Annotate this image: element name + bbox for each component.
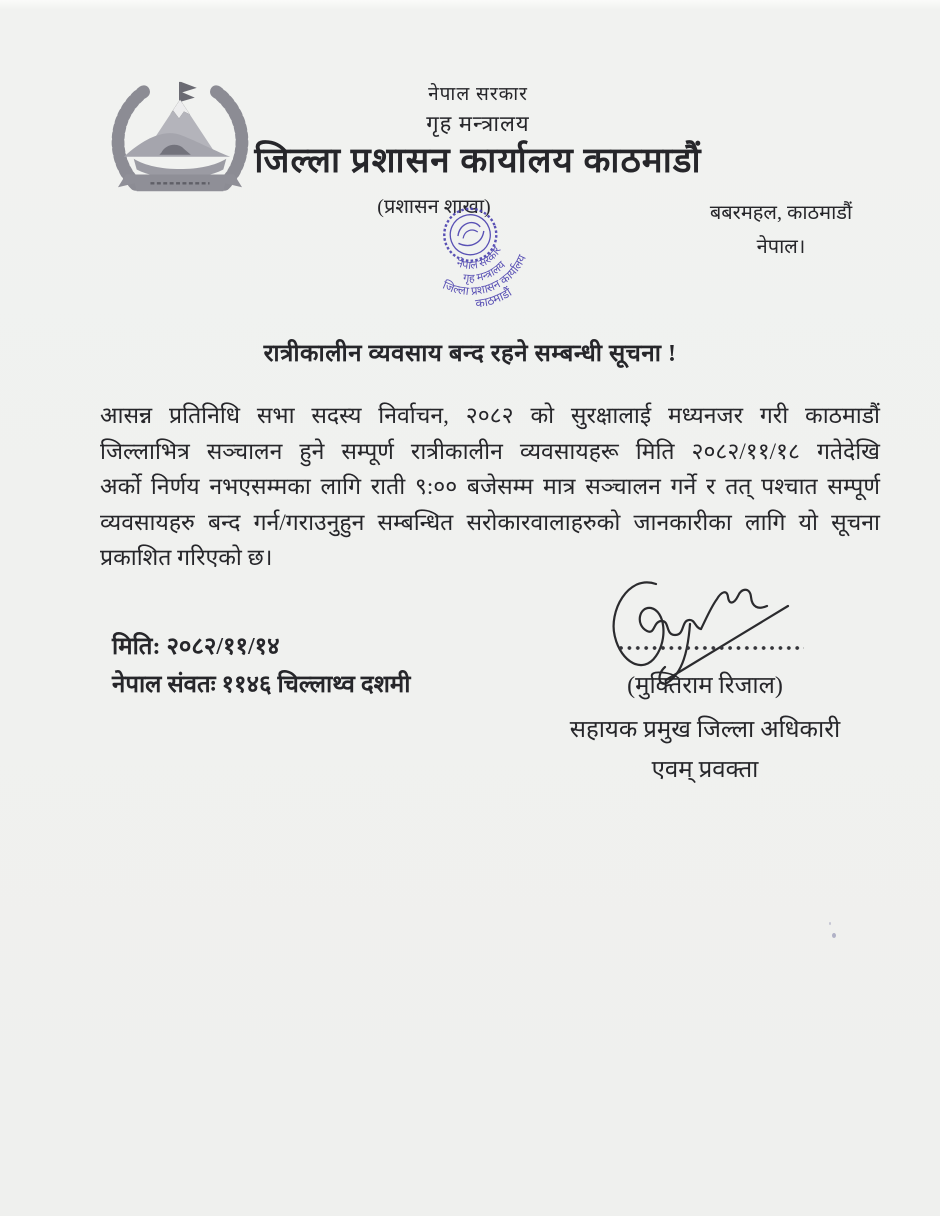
branch-name: (प्रशासन शाखा) (377, 196, 491, 218)
body-line: आसन्न प्रतिनिधि सभा सदस्य निर्वाचन, २०८२ को सुरक्षालाई मध्यनजर गरी काठमाडौं (100, 403, 880, 428)
body-line: अर्को निर्णय नभएसम्मका लागि राती ९:०० बजेसम्म मात्र सञ्चालन गर्ने र तत् पश्चात सम्पूर्ण (100, 474, 880, 499)
body-line: जिल्लाभित्र सञ्चालन हुने सम्पूर्ण रात्रीकालीन व्यवसायहरू मिति २०८२/११/१८ गतेदेखि (100, 438, 880, 464)
body-line: व्यवसायहरु बन्द गर्न/गराउनुहुन सम्बन्धित सरोकारवालाहरुको जानकारीका लागि यो सूचना (100, 509, 880, 535)
stamp-text-ministry: गृह मन्त्रालय (462, 259, 508, 285)
signatory-designation: सहायक प्रमुख जिल्ला अधिकारी (569, 717, 841, 743)
signatory-name: (मुक्तिराम रिजाल) (627, 673, 783, 699)
date-block (112, 628, 410, 704)
notice-subject: रात्रीकालीन व्यवसाय बन्द रहने सम्बन्धी सूचना ! (263, 341, 677, 367)
office-address (666, 196, 896, 264)
stamp-text-office: जिल्ला प्रशासन कार्यालय (440, 253, 529, 298)
government-name: नेपाल सरकार (428, 84, 528, 105)
ministry-name: गृह मन्त्रालय (426, 111, 530, 136)
notice-body (100, 398, 880, 576)
date-nepal-sambat: नेपाल संवतः ११४६ चिल्लाथ्व दशमी (112, 672, 411, 698)
scan-artifact (829, 922, 831, 925)
address-line-2: नेपाल। (756, 236, 806, 258)
office-title: जिल्ला प्रशासन कार्यालय काठमाडौं (254, 141, 702, 180)
scan-artifact (832, 933, 836, 938)
date-bs: मिति: २०८२/११/१४ (112, 634, 280, 660)
body-line: प्रकाशित गरिएको छ। (100, 545, 273, 570)
signatory-role: एवम् प्रवक्ता (651, 757, 759, 783)
address-line-1: बबरमहल, काठमाडौं (709, 202, 853, 224)
stamp-text-district: काठमाडौं (474, 285, 515, 311)
signature-dotted-line (618, 645, 804, 651)
stamp-text-government: नेपाल सरकार (454, 244, 504, 273)
